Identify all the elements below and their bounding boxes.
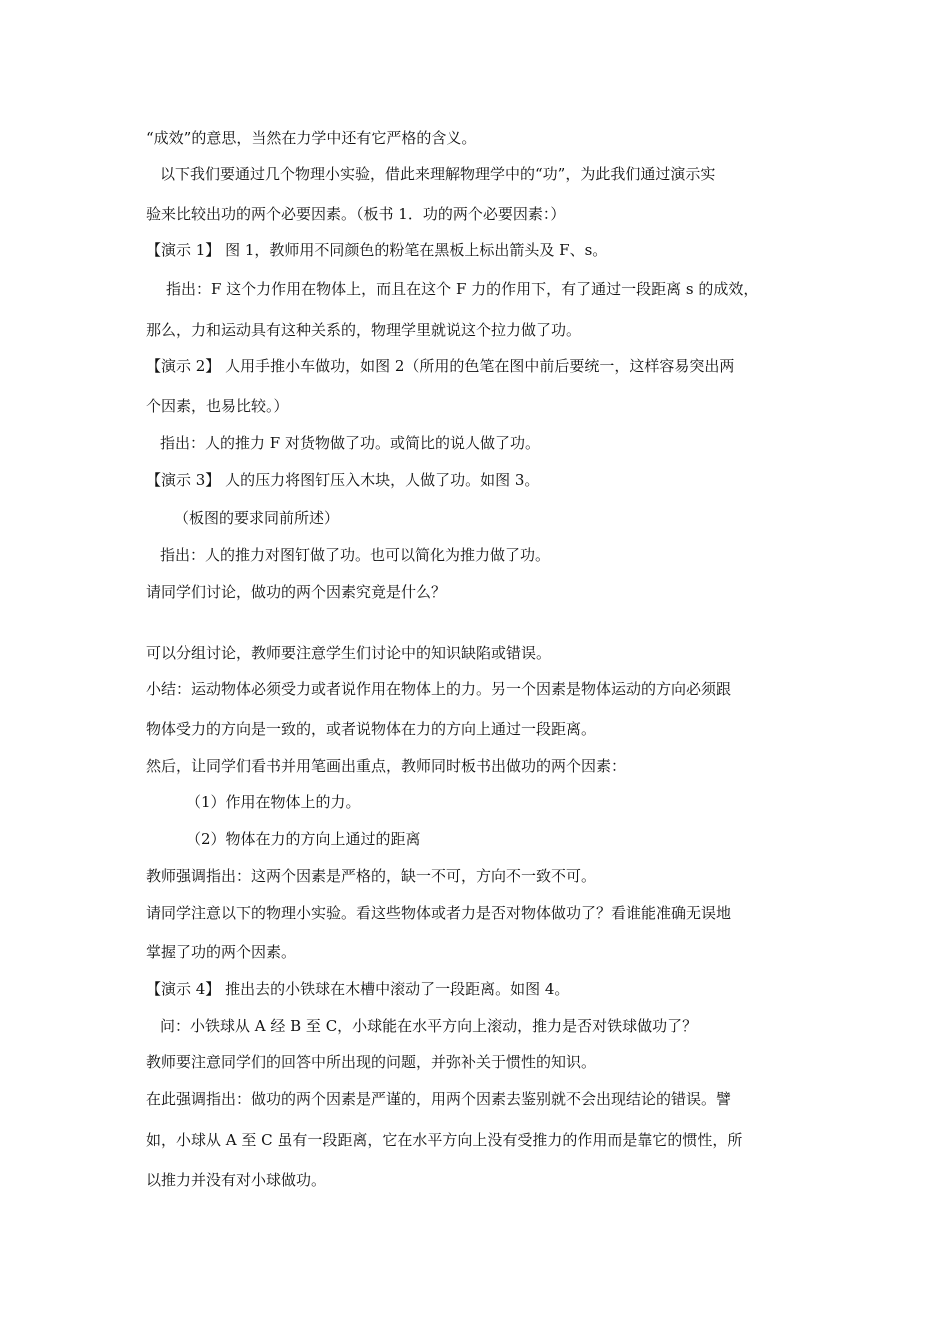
text-line: 如，小球从 A 至 C 虽有一段距离，它在水平方向上没有受推力的作用而是靠它的惯性，所 [146, 1131, 743, 1149]
demo-heading-4: 【演示 4】 推出去的小铁球在木槽中滚动了一段距离。如图 4。 [146, 980, 570, 998]
question-line: 问：小铁球从 A 经 B 至 C，小球能在水平方向上滚动，推力是否对铁球做功了？ [160, 1017, 698, 1035]
text-line: 可以分组讨论，教师要注意学生们讨论中的知识缺陷或错误。 [146, 644, 552, 662]
text-line: 教师强调指出：这两个因素是严格的，缺一不可，方向不一致不可。 [146, 867, 597, 885]
text-line: 教师要注意同学们的回答中所出现的问题，并弥补关于惯性的知识。 [146, 1053, 597, 1071]
text-line: （板图的要求同前所述） [174, 509, 340, 527]
text-line: 在此强调指出：做功的两个因素是严谨的，用两个因素去鉴别就不会出现结论的错误。譬 [146, 1090, 732, 1108]
text-line: 指出：F 这个力作用在物体上，而且在这个 F 力的作用下，有了通过一段距离 s 的成效， [166, 280, 759, 298]
text-line: 那么，力和运动具有这种关系的，物理学里就说这个拉力做了功。 [146, 321, 582, 339]
text-line: 指出：人的推力对图钉做了功。也可以简化为推力做了功。 [160, 546, 551, 564]
demo-heading-1: 【演示 1】 图 1，教师用不同颜色的粉笔在黑板上标出箭头及 F、s。 [146, 241, 608, 259]
text-line: 请同学们讨论，做功的两个因素究竟是什么？ [146, 583, 447, 601]
text-line: 请同学注意以下的物理小实验。看这些物体或者力是否对物体做功了？看谁能准确无误地 [146, 904, 732, 922]
text-line: 以推力并没有对小球做功。 [146, 1171, 327, 1189]
text-line: 物体受力的方向是一致的，或者说物体在力的方向上通过一段距离。 [146, 720, 597, 738]
text-line: 然后，让同学们看书并用笔画出重点，教师同时板书出做功的两个因素： [146, 757, 627, 775]
demo-heading-3: 【演示 3】 人的压力将图钉压入木块，人做了功。如图 3。 [146, 471, 540, 489]
text-line: 验来比较出功的两个必要因素。（板书 1．功的两个必要因素：） [146, 205, 566, 223]
text-line: 以下我们要通过几个物理小实验，借此来理解物理学中的“功”，为此我们通过演示实 [160, 165, 716, 183]
text-line: 指出：人的推力 F 对货物做了功。或简比的说人做了功。 [160, 434, 540, 452]
list-item-2: （2）物体在力的方向上通过的距离 [186, 830, 421, 848]
demo-heading-2: 【演示 2】 人用手推小车做功，如图 2（所用的色笔在图中前后要统一，这样容易突出两 [146, 357, 735, 375]
summary-line: 小结：运动物体必须受力或者说作用在物体上的力。另一个因素是物体运动的方向必须跟 [146, 680, 732, 698]
list-item-1: （1）作用在物体上的力。 [186, 793, 361, 811]
text-line: 掌握了功的两个因素。 [146, 943, 297, 961]
text-line: “成效”的意思，当然在力学中还有它严格的含义。 [146, 129, 477, 147]
text-line: 个因素，也易比较。） [146, 397, 289, 415]
